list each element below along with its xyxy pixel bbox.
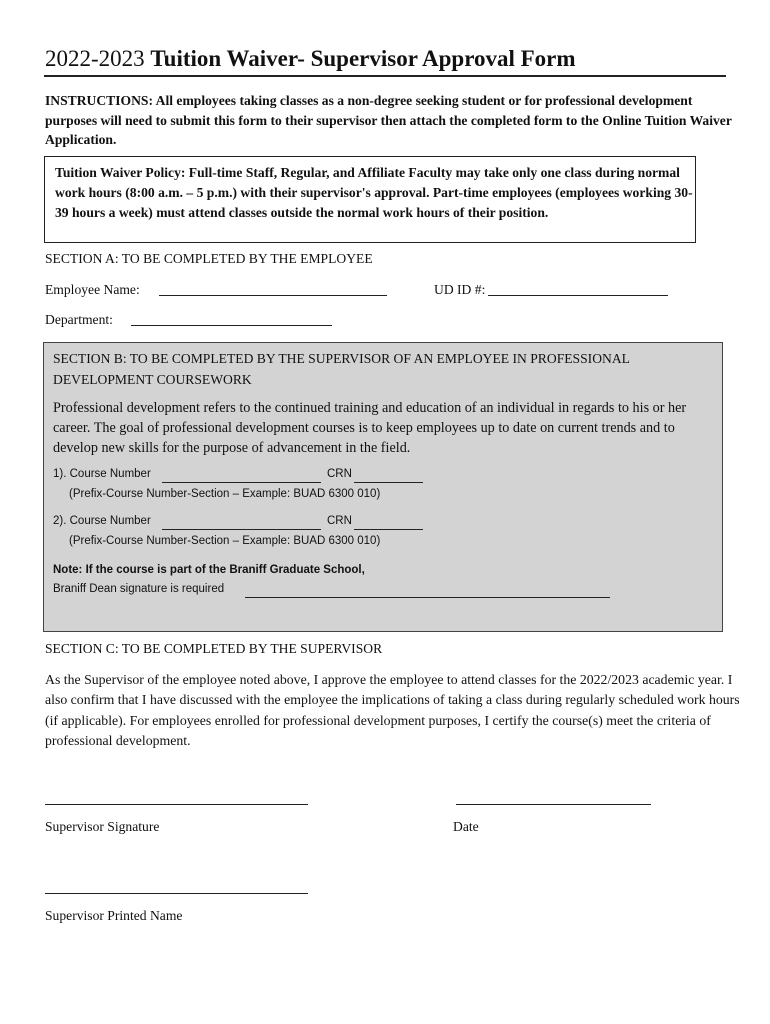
course2-label: 2). Course Number	[53, 515, 151, 527]
course1-label: 1). Course Number	[53, 468, 151, 480]
course2-crn-label: CRN	[327, 515, 352, 527]
page-title	[45, 46, 576, 72]
braniff-note: Note: If the course is part of the Braniff Graduate School,	[53, 564, 365, 576]
section-b-description: Professional development refers to the continued training and education of an individual in regards to his or her career. The goal of professional development courses is to keep employees up to date on current trends and to develop new skills for the purpose of advancement in the field.	[53, 400, 687, 457]
instructions-text: INSTRUCTIONS: All employees taking classes as a non-degree seeking student or for professional development purposes will need to submit this form to their supervisor then attach the completed form to the Online Tuition Waiver Application.	[45, 93, 732, 147]
course1-crn-field[interactable]	[354, 467, 423, 483]
date-label: Date	[453, 819, 479, 834]
title-year: 2022-2023	[45, 46, 145, 71]
course2-field[interactable]	[162, 514, 321, 530]
udid-label: UD ID #:	[434, 282, 486, 297]
section-c-heading: SECTION C: TO BE COMPLETED BY THE SUPERVISOR	[45, 641, 383, 656]
udid-field[interactable]	[488, 279, 668, 296]
section-c-description: As the Supervisor of the employee noted above, I approve the employee to attend classes for the 2022/2023 academic year. I also confirm that I have discussed with the employee the implications of taking a class during regularly scheduled work hours (if applicable). For employees enrolled for professional development purposes, I certify the course(s) meet the criteria of professional development.	[45, 672, 740, 748]
course2-crn-field[interactable]	[354, 514, 423, 530]
course2-example: (Prefix-Course Number-Section – Example: BUAD 6300 010)	[69, 535, 381, 547]
employee-name-field[interactable]	[159, 279, 387, 296]
braniff-dean-signature-field[interactable]	[245, 582, 610, 598]
policy-text: Tuition Waiver Policy: Full-time Staff, Regular, and Affiliate Faculty may take only one class during normal work hours (8:00 a.m. – 5 p.m.) with their supervisor's approval. Part-time employees (employees working 30-39 hours a week) must attend classes outside the normal work hours of their position.	[55, 165, 693, 220]
department-field[interactable]	[131, 309, 332, 326]
date-field[interactable]	[456, 787, 651, 805]
department-label: Department:	[45, 312, 113, 327]
braniff-dean-label: Braniff Dean signature is required	[53, 583, 225, 595]
course1-example: (Prefix-Course Number-Section – Example: BUAD 6300 010)	[69, 488, 381, 500]
employee-name-label: Employee Name:	[45, 282, 140, 297]
course1-crn-label: CRN	[327, 468, 352, 480]
section-b-heading: SECTION B: TO BE COMPLETED BY THE SUPERVISOR OF AN EMPLOYEE IN PROFESSIONAL DEVELOPMENT COURSEWORK	[53, 351, 630, 387]
supervisor-signature-label: Supervisor Signature	[45, 819, 160, 834]
title-text: Tuition Waiver- Supervisor Approval Form	[150, 46, 576, 71]
course1-field[interactable]	[162, 467, 321, 483]
title-divider	[44, 75, 726, 77]
supervisor-printed-name-label: Supervisor Printed Name	[45, 908, 183, 923]
supervisor-printed-name-field[interactable]	[45, 876, 308, 894]
supervisor-signature-field[interactable]	[45, 787, 308, 805]
section-a-heading: SECTION A: TO BE COMPLETED BY THE EMPLOYEE	[45, 251, 373, 266]
